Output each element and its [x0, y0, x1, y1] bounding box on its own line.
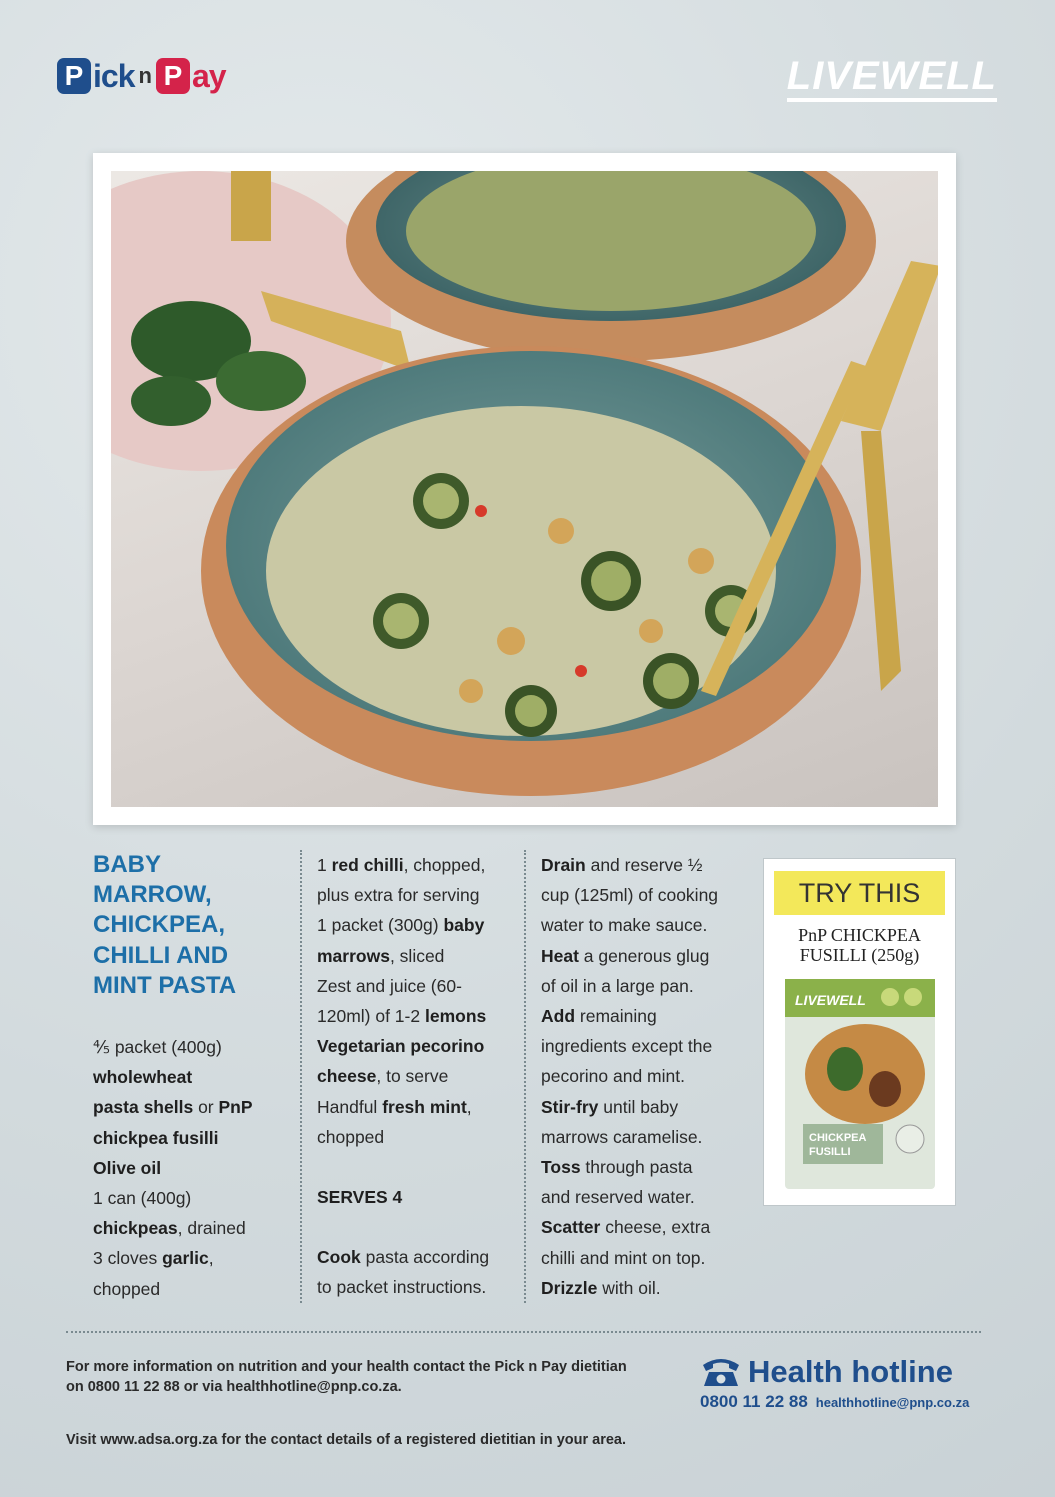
logo-p-box [57, 58, 91, 94]
recipe-photo-frame [93, 153, 956, 825]
ingredient-line: 3 cloves garlic, [93, 1248, 214, 1269]
ingredient-line: 120ml) of 1-2 lemons [317, 1006, 487, 1027]
method-line: Drizzle with oil. [541, 1277, 661, 1298]
recipe-photo [111, 171, 938, 807]
logo-p-letter: P [64, 60, 84, 91]
hotline-title [700, 1354, 990, 1390]
footer-info-line: For more information on nutrition and your health contact the Pick n Pay dietitian [66, 1359, 627, 1375]
ingredient-line: ⅘ packet (400g) [93, 1037, 222, 1058]
ingredient-line: Olive oil [93, 1157, 162, 1178]
recipe-column-2 [300, 850, 510, 1303]
title-line: BABY [93, 851, 162, 878]
footer-divider [66, 1331, 981, 1333]
title-line: MARROW, [93, 881, 212, 909]
method-line: and reserved water. [541, 1187, 695, 1208]
ingredient-line: pasta shells or PnP [93, 1097, 253, 1118]
product-name-line: FUSILLI (250g) [799, 945, 920, 965]
ingredient-line: Vegetarian pecorino [317, 1036, 485, 1057]
method-line: pecorino and mint. [541, 1066, 685, 1087]
ingredient-line: wholewheat [93, 1067, 193, 1088]
chickpea-fusilli-pack-image [785, 979, 935, 1189]
method-line: water to make sauce. [541, 915, 708, 936]
spacer [317, 1152, 510, 1182]
spacer [317, 1212, 510, 1242]
ingredient-line: chickpeas, drained [93, 1218, 246, 1239]
method-line: Add remaining [541, 1006, 657, 1027]
product-name [774, 925, 945, 965]
method-line: cup (125ml) of cooking [541, 885, 719, 906]
pack-brand: LIVEWELL [794, 992, 866, 1008]
method-line: Cook pasta according [317, 1247, 490, 1268]
hotline-title-text: Health hotline [748, 1354, 953, 1389]
ingredient-line: 1 can (400g) [93, 1188, 192, 1209]
method-line: of oil in a large pan. [541, 975, 694, 996]
method-line: Heat a generous glug [541, 945, 710, 966]
logo-ay: ay [191, 57, 226, 94]
ingredient-line: Zest and juice (60- [317, 975, 462, 996]
logo-n: n [138, 63, 152, 88]
ingredient-line: 1 packet (300g) baby [317, 915, 485, 936]
recipe-title [93, 850, 283, 1001]
method-line: ingredients except the [541, 1036, 713, 1057]
logo-ick: ick [93, 57, 135, 94]
ingredient-line: Handful fresh mint, [317, 1096, 472, 1117]
pack-text: CHICKPEA [808, 1132, 866, 1144]
title-line: CHILLI AND [93, 941, 229, 969]
footer-visit: Visit www.adsa.org.za for the contact details of a registered dietitian in your area. [66, 1432, 627, 1448]
serves-label: SERVES 4 [317, 1187, 403, 1208]
hotline-contact [700, 1392, 990, 1412]
try-this-box [763, 858, 956, 1206]
method-line: Stir-fry until baby [541, 1096, 679, 1117]
method-line: to packet instructions. [317, 1277, 487, 1298]
logo-pay-box [156, 58, 190, 94]
product-name-line: PnP CHICKPEA [798, 925, 921, 945]
ingredient-line: chopped [93, 1278, 161, 1299]
ingredient-line: 1 red chilli, chopped, [317, 855, 486, 875]
footer-info [66, 1357, 686, 1397]
footer-info-line: on 0800 11 22 88 or via healthhotline@pnp.co.za. [66, 1379, 402, 1395]
pick-n-pay-logo [57, 56, 226, 96]
try-this-label: TRY THIS [774, 871, 945, 915]
pasta-bowl-illustration [111, 171, 938, 807]
recipe-column-3 [524, 850, 744, 1303]
hotline-email[interactable]: healthhotline@pnp.co.za [815, 1395, 970, 1410]
pack-text: FUSILLI [808, 1146, 851, 1158]
method-line: Toss through pasta [541, 1157, 693, 1178]
method-line: chilli and mint on top. [541, 1247, 706, 1268]
ingredient-line: plus extra for serving [317, 885, 480, 906]
ingredient-line: marrows, sliced [317, 945, 445, 966]
ingredient-line: chickpea fusilli [93, 1127, 219, 1148]
livewell-logo: LIVEWELL [787, 56, 997, 102]
method-line: Scatter cheese, extra [541, 1217, 711, 1238]
hotline-number[interactable]: 0800 11 22 88 [700, 1392, 808, 1411]
ingredient-line: cheese, to serve [317, 1066, 449, 1087]
recipe-column-1 [93, 850, 283, 1304]
title-line: CHICKPEA, [93, 911, 226, 939]
telephone-icon [700, 1356, 742, 1388]
health-hotline [700, 1354, 990, 1412]
ingredient-line: chopped [317, 1126, 385, 1147]
title-line: MINT PASTA [93, 971, 237, 999]
method-line: marrows caramelise. [541, 1126, 703, 1147]
method-line: Drain and reserve ½ [541, 855, 703, 875]
logo-pay-letter: P [163, 60, 183, 91]
